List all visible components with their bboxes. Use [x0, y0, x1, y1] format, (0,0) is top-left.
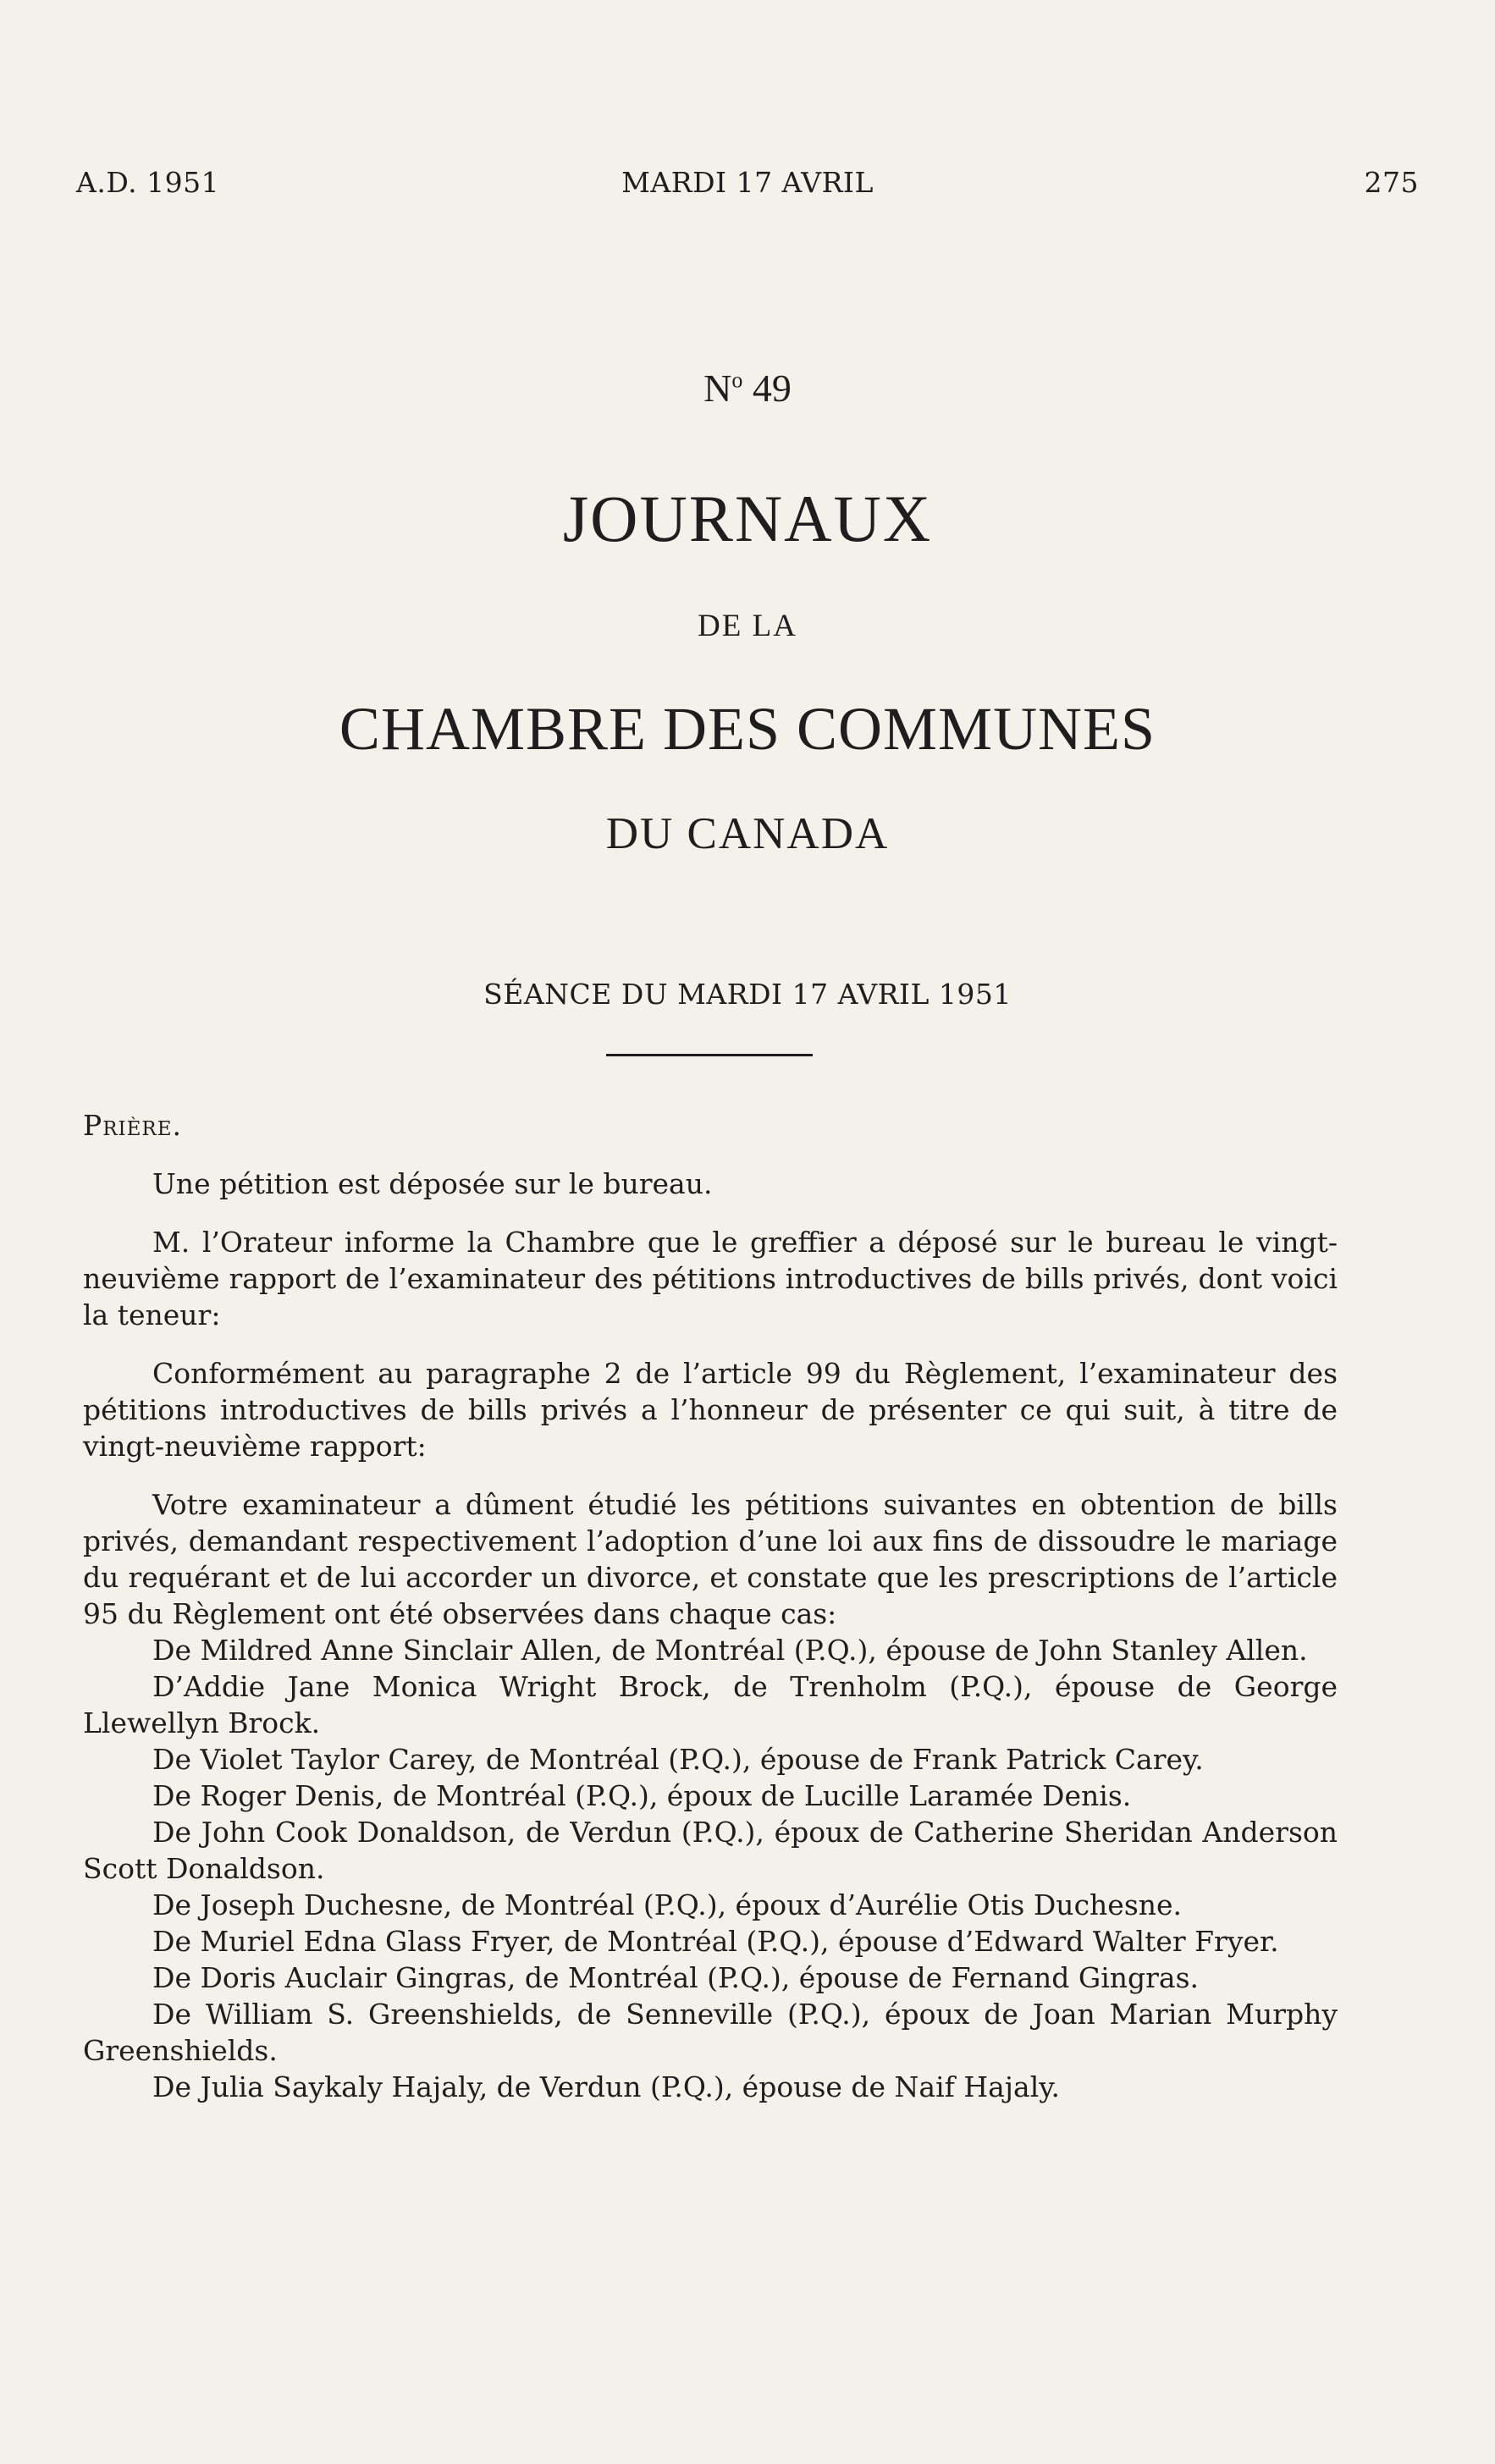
journal-body — [83, 1107, 1338, 2105]
country-name: DU CANADA — [605, 809, 890, 858]
house-name: CHAMBRE DES COMMUNES — [339, 695, 1156, 763]
petition-item: D’Addie Jane Monica Wright Brock, de Trenholm (P.Q.), épouse de George Llewellyn Brock. — [83, 1670, 1338, 1739]
prayer-heading: Prière. — [83, 1109, 182, 1142]
petition-item: De Julia Saykaly Hajaly, de Verdun (P.Q.), épouse de Naif Hajaly. — [152, 2070, 1061, 2103]
petition-item: De William S. Greenshields, de Senneville (P.Q.), époux de Joan Marian Murphy Greenshields. — [83, 1998, 1338, 2067]
header-year: A.D. 1951 — [76, 166, 220, 199]
petition-item: De Muriel Edna Glass Fryer, de Montréal (P.Q.), épouse d’Edward Walter Fryer. — [152, 1925, 1279, 1958]
petition-item: De Violet Taylor Carey, de Montréal (P.Q.), épouse de Frank Patrick Carey. — [152, 1743, 1204, 1776]
petition-item: De Roger Denis, de Montréal (P.Q.), époux de Lucille Laramée Denis. — [152, 1779, 1132, 1812]
page-number: 275 — [1364, 166, 1419, 199]
petition-notice: Une pétition est déposée sur le bureau. — [152, 1167, 713, 1200]
report-intro: Conformément au paragraphe 2 de l’article 99 du Règlement, l’examinateur des pétitions introductives de bills privés a l’honneur de présenter ce qui suit, à titre de vingt-neuvième rapport: — [83, 1357, 1338, 1463]
running-header — [76, 166, 1419, 208]
petition-item: De Doris Auclair Gingras, de Montréal (P.Q.), épouse de Fernand Gingras. — [152, 1961, 1200, 1994]
header-date: MARDI 17 AVRIL — [621, 166, 874, 199]
heading-rule — [606, 1054, 813, 1056]
petition-item: De Mildred Anne Sinclair Allen, de Montréal (P.Q.), épouse de John Stanley Allen. — [152, 1634, 1308, 1667]
issue-number-prefix: N — [703, 367, 732, 410]
petition-item: De John Cook Donaldson, de Verdun (P.Q.), époux de Catherine Sheridan Anderson Scott Donaldson. — [83, 1816, 1338, 1885]
issue-number — [0, 366, 1495, 411]
issue-number-value: 49 — [752, 367, 792, 410]
report-body: Votre examinateur a dûment étudié les pétitions suivantes en obtention de bills privés, demandant respectivement l’adoption d’une loi aux fins de dissoudre le mariage du requérant et de lui accorder un divorce, et constate que les prescriptions de l’article 95 du Règlement ont été observées dans chaque cas: — [83, 1488, 1338, 1630]
journal-title: JOURNAUX — [562, 482, 933, 555]
petition-item: De Joseph Duchesne, de Montréal (P.Q.), époux d’Aurélie Otis Duchesne. — [152, 1888, 1183, 1921]
speaker-announcement: M. l’Orateur informe la Chambre que le greffier a déposé sur le bureau le vingt-neuvième rapport de l’examinateur des pétitions introductives de bills privés, dont voici la teneur: — [83, 1226, 1338, 1331]
journal-subtitle: DE LA — [698, 609, 797, 643]
issue-number-suffix: o — [731, 367, 743, 393]
sitting-heading: SÉANCE DU MARDI 17 AVRIL 1951 — [483, 978, 1012, 1011]
